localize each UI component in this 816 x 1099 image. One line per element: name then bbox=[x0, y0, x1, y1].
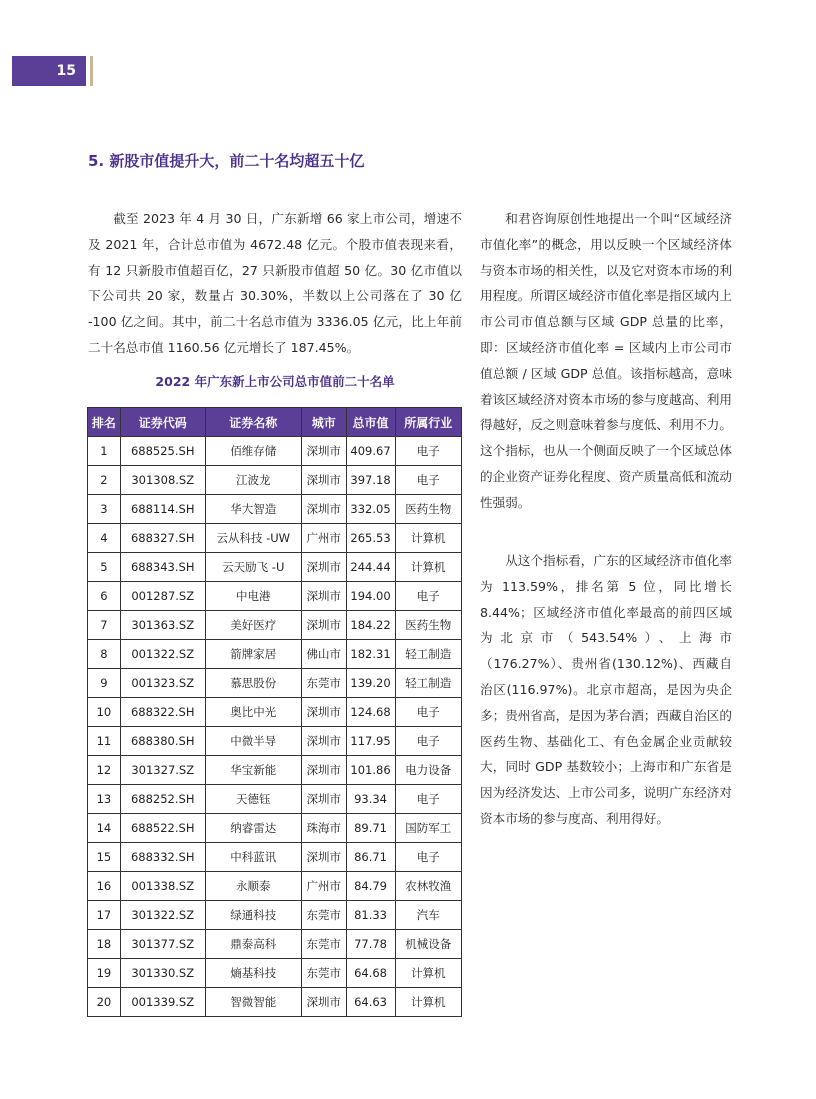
table-row bbox=[88, 495, 462, 524]
cell-market-cap: 182.31 bbox=[346, 640, 395, 669]
table-caption: 2022 年广东新上市公司总市值前二十名单 bbox=[155, 374, 395, 389]
page-number: 15 bbox=[56, 63, 76, 79]
cell-name: 纳睿雷达 bbox=[205, 814, 301, 843]
cell-name: 华宝新能 bbox=[205, 756, 301, 785]
cell-code: 688322.SH bbox=[120, 698, 205, 727]
cell-market-cap: 86.71 bbox=[346, 843, 395, 872]
cell-code: 301377.SZ bbox=[120, 930, 205, 959]
cell-code: 688332.SH bbox=[120, 843, 205, 872]
cell-city: 佛山市 bbox=[301, 640, 346, 669]
cell-name: 美好医疗 bbox=[205, 611, 301, 640]
cell-industry: 机械设备 bbox=[395, 930, 462, 959]
right-paragraph-2: 从这个指标看，广东的区域经济市值化率为 113.59%，排名第 5 位，同比增长 8.44%；区域经济市值化率最高的前四区域为北京市（543.54%）、上海市（176.27%）、贵州省(130.12%)、西藏自治区(116.97%)。北京市超高，是因为央企多；贵州省高，是因为茅台酒；西藏自治区的医药生物、基础化工、有色金属企业贡献较大，同时 GDP 基数较小；上海市和广东省是因为经济发达、上市公司多，说明广东经济对资本市场的参与度高、利用得好。 bbox=[480, 553, 732, 826]
cell-industry: 国防军工 bbox=[395, 814, 462, 843]
cell-code: 688252.SH bbox=[120, 785, 205, 814]
cell-name: 中科蓝讯 bbox=[205, 843, 301, 872]
cell-market-cap: 81.33 bbox=[346, 901, 395, 930]
cell-market-cap: 93.34 bbox=[346, 785, 395, 814]
cell-name: 天德钰 bbox=[205, 785, 301, 814]
cell-industry: 电力设备 bbox=[395, 756, 462, 785]
cell-industry: 电子 bbox=[395, 785, 462, 814]
table-row bbox=[88, 901, 462, 930]
section-title: 5. 新股市值提升大，前二十名均超五十亿 bbox=[88, 152, 365, 170]
table-row bbox=[88, 930, 462, 959]
table-row bbox=[88, 582, 462, 611]
cell-industry: 医药生物 bbox=[395, 611, 462, 640]
cell-city: 珠海市 bbox=[301, 814, 346, 843]
page-number-tab bbox=[12, 56, 86, 86]
cell-rank: 13 bbox=[88, 785, 121, 814]
cell-rank: 11 bbox=[88, 727, 121, 756]
cell-rank: 2 bbox=[88, 466, 121, 495]
table-row bbox=[88, 553, 462, 582]
table-row bbox=[88, 524, 462, 553]
cell-industry: 医药生物 bbox=[395, 495, 462, 524]
cell-industry: 电子 bbox=[395, 466, 462, 495]
table-header-row bbox=[88, 408, 462, 437]
table-row bbox=[88, 640, 462, 669]
cell-code: 688327.SH bbox=[120, 524, 205, 553]
cell-name: 中电港 bbox=[205, 582, 301, 611]
cell-city: 东莞市 bbox=[301, 901, 346, 930]
cell-name: 箭牌家居 bbox=[205, 640, 301, 669]
cell-industry: 农林牧渔 bbox=[395, 872, 462, 901]
cell-market-cap: 77.78 bbox=[346, 930, 395, 959]
cell-code: 001338.SZ bbox=[120, 872, 205, 901]
right-paragraph-1: 和君咨询原创性地提出一个叫“区域经济市值化率”的概念，用以反映一个区域经济体与资本市场的相关性，以及它对资本市场的利用程度。所谓区域经济市值化率是指区域内上市公司市值总额与区域 GDP 总量的比率，即：区域经济市值化率 = 区域内上市公司市值总额 / 区域 GDP 总值。该指标越高，意味着该区域经济对资本市场的参与度越高、利用得越好，反之则意味着参与度低、利用不力。这个指标，也从一个侧面反映了一个区域总体的企业资产证券化程度、资产质量高低和流动性强弱。 bbox=[480, 211, 732, 510]
cell-rank: 18 bbox=[88, 930, 121, 959]
cell-industry: 计算机 bbox=[395, 553, 462, 582]
cell-name: 鼎泰高科 bbox=[205, 930, 301, 959]
table-row bbox=[88, 466, 462, 495]
cell-industry: 汽车 bbox=[395, 901, 462, 930]
left-paragraph: 截至 2023 年 4 月 30 日，广东新增 66 家上市公司，增速不及 2021 年，合计总市值为 4672.48 亿元。个股市值表现来看，有 12 只新股市值超百亿，27 只新股市值超 50 亿。30 亿市值以下公司共 20 家，数量占 30.30%，半数以上公司落在了 30 亿 -100 亿之间。其中，前二十名总市值为 3336.05 亿元，比上年前二十名总市值 1160.56 亿元增长了 187.45%。 bbox=[88, 211, 462, 355]
cell-rank: 1 bbox=[88, 437, 121, 466]
cell-code: 301327.SZ bbox=[120, 756, 205, 785]
cell-name: 绿通科技 bbox=[205, 901, 301, 930]
cell-name: 佰维存储 bbox=[205, 437, 301, 466]
cell-name: 慕思股份 bbox=[205, 669, 301, 698]
table-row bbox=[88, 785, 462, 814]
cell-rank: 4 bbox=[88, 524, 121, 553]
table-row bbox=[88, 727, 462, 756]
cell-city: 深圳市 bbox=[301, 582, 346, 611]
cell-code: 688525.SH bbox=[120, 437, 205, 466]
header-code: 证券代码 bbox=[120, 408, 205, 437]
cell-code: 688522.SH bbox=[120, 814, 205, 843]
cell-market-cap: 397.18 bbox=[346, 466, 395, 495]
cell-market-cap: 409.67 bbox=[346, 437, 395, 466]
cell-code: 001287.SZ bbox=[120, 582, 205, 611]
cell-industry: 电子 bbox=[395, 698, 462, 727]
cell-code: 688380.SH bbox=[120, 727, 205, 756]
cell-city: 广州市 bbox=[301, 524, 346, 553]
cell-city: 东莞市 bbox=[301, 959, 346, 988]
header-industry: 所属行业 bbox=[395, 408, 462, 437]
cell-code: 301330.SZ bbox=[120, 959, 205, 988]
table-row bbox=[88, 959, 462, 988]
cell-rank: 17 bbox=[88, 901, 121, 930]
cell-code: 001323.SZ bbox=[120, 669, 205, 698]
cell-rank: 14 bbox=[88, 814, 121, 843]
cell-rank: 15 bbox=[88, 843, 121, 872]
cell-name: 永顺泰 bbox=[205, 872, 301, 901]
cell-rank: 5 bbox=[88, 553, 121, 582]
cell-market-cap: 184.22 bbox=[346, 611, 395, 640]
cell-rank: 6 bbox=[88, 582, 121, 611]
header-market-cap: 总市值 bbox=[346, 408, 395, 437]
cell-market-cap: 139.20 bbox=[346, 669, 395, 698]
cell-industry: 计算机 bbox=[395, 524, 462, 553]
cell-market-cap: 194.00 bbox=[346, 582, 395, 611]
cell-city: 深圳市 bbox=[301, 466, 346, 495]
table-body bbox=[88, 437, 462, 1017]
cell-industry: 电子 bbox=[395, 437, 462, 466]
cell-industry: 轻工制造 bbox=[395, 640, 462, 669]
header-rank: 排名 bbox=[88, 408, 121, 437]
cell-market-cap: 244.44 bbox=[346, 553, 395, 582]
cell-rank: 10 bbox=[88, 698, 121, 727]
cell-rank: 16 bbox=[88, 872, 121, 901]
header-name: 证券名称 bbox=[205, 408, 301, 437]
cell-code: 301363.SZ bbox=[120, 611, 205, 640]
cell-industry: 计算机 bbox=[395, 959, 462, 988]
cell-name: 奥比中光 bbox=[205, 698, 301, 727]
cell-market-cap: 124.68 bbox=[346, 698, 395, 727]
cell-rank: 3 bbox=[88, 495, 121, 524]
cell-name: 中微半导 bbox=[205, 727, 301, 756]
cell-name: 华大智造 bbox=[205, 495, 301, 524]
cell-city: 深圳市 bbox=[301, 437, 346, 466]
cell-name: 江波龙 bbox=[205, 466, 301, 495]
cell-industry: 电子 bbox=[395, 727, 462, 756]
cell-rank: 12 bbox=[88, 756, 121, 785]
cell-code: 688343.SH bbox=[120, 553, 205, 582]
cell-code: 301308.SZ bbox=[120, 466, 205, 495]
ranking-table bbox=[87, 407, 462, 1017]
cell-code: 001322.SZ bbox=[120, 640, 205, 669]
table-row bbox=[88, 698, 462, 727]
cell-industry: 计算机 bbox=[395, 988, 462, 1017]
cell-market-cap: 101.86 bbox=[346, 756, 395, 785]
cell-name: 智微智能 bbox=[205, 988, 301, 1017]
cell-city: 深圳市 bbox=[301, 495, 346, 524]
cell-rank: 8 bbox=[88, 640, 121, 669]
cell-rank: 20 bbox=[88, 988, 121, 1017]
cell-rank: 9 bbox=[88, 669, 121, 698]
table-row bbox=[88, 814, 462, 843]
cell-rank: 7 bbox=[88, 611, 121, 640]
cell-city: 深圳市 bbox=[301, 785, 346, 814]
cell-city: 东莞市 bbox=[301, 669, 346, 698]
cell-name: 熵基科技 bbox=[205, 959, 301, 988]
table-row bbox=[88, 756, 462, 785]
table-row bbox=[88, 843, 462, 872]
cell-city: 东莞市 bbox=[301, 930, 346, 959]
cell-city: 广州市 bbox=[301, 872, 346, 901]
cell-city: 深圳市 bbox=[301, 843, 346, 872]
cell-rank: 19 bbox=[88, 959, 121, 988]
cell-code: 001339.SZ bbox=[120, 988, 205, 1017]
table-row bbox=[88, 988, 462, 1017]
cell-market-cap: 332.05 bbox=[346, 495, 395, 524]
page-number-rule bbox=[90, 56, 93, 86]
cell-name: 云从科技 -UW bbox=[205, 524, 301, 553]
cell-market-cap: 117.95 bbox=[346, 727, 395, 756]
table-row bbox=[88, 872, 462, 901]
table-row bbox=[88, 611, 462, 640]
cell-city: 深圳市 bbox=[301, 553, 346, 582]
cell-code: 301322.SZ bbox=[120, 901, 205, 930]
cell-industry: 电子 bbox=[395, 582, 462, 611]
cell-market-cap: 265.53 bbox=[346, 524, 395, 553]
cell-market-cap: 64.68 bbox=[346, 959, 395, 988]
cell-market-cap: 84.79 bbox=[346, 872, 395, 901]
cell-city: 深圳市 bbox=[301, 988, 346, 1017]
cell-city: 深圳市 bbox=[301, 698, 346, 727]
cell-market-cap: 64.63 bbox=[346, 988, 395, 1017]
cell-code: 688114.SH bbox=[120, 495, 205, 524]
cell-city: 深圳市 bbox=[301, 727, 346, 756]
table-row bbox=[88, 437, 462, 466]
cell-name: 云天励飞 -U bbox=[205, 553, 301, 582]
table-row bbox=[88, 669, 462, 698]
cell-city: 深圳市 bbox=[301, 756, 346, 785]
cell-city: 深圳市 bbox=[301, 611, 346, 640]
cell-industry: 电子 bbox=[395, 843, 462, 872]
header-city: 城市 bbox=[301, 408, 346, 437]
cell-market-cap: 89.71 bbox=[346, 814, 395, 843]
cell-industry: 轻工制造 bbox=[395, 669, 462, 698]
